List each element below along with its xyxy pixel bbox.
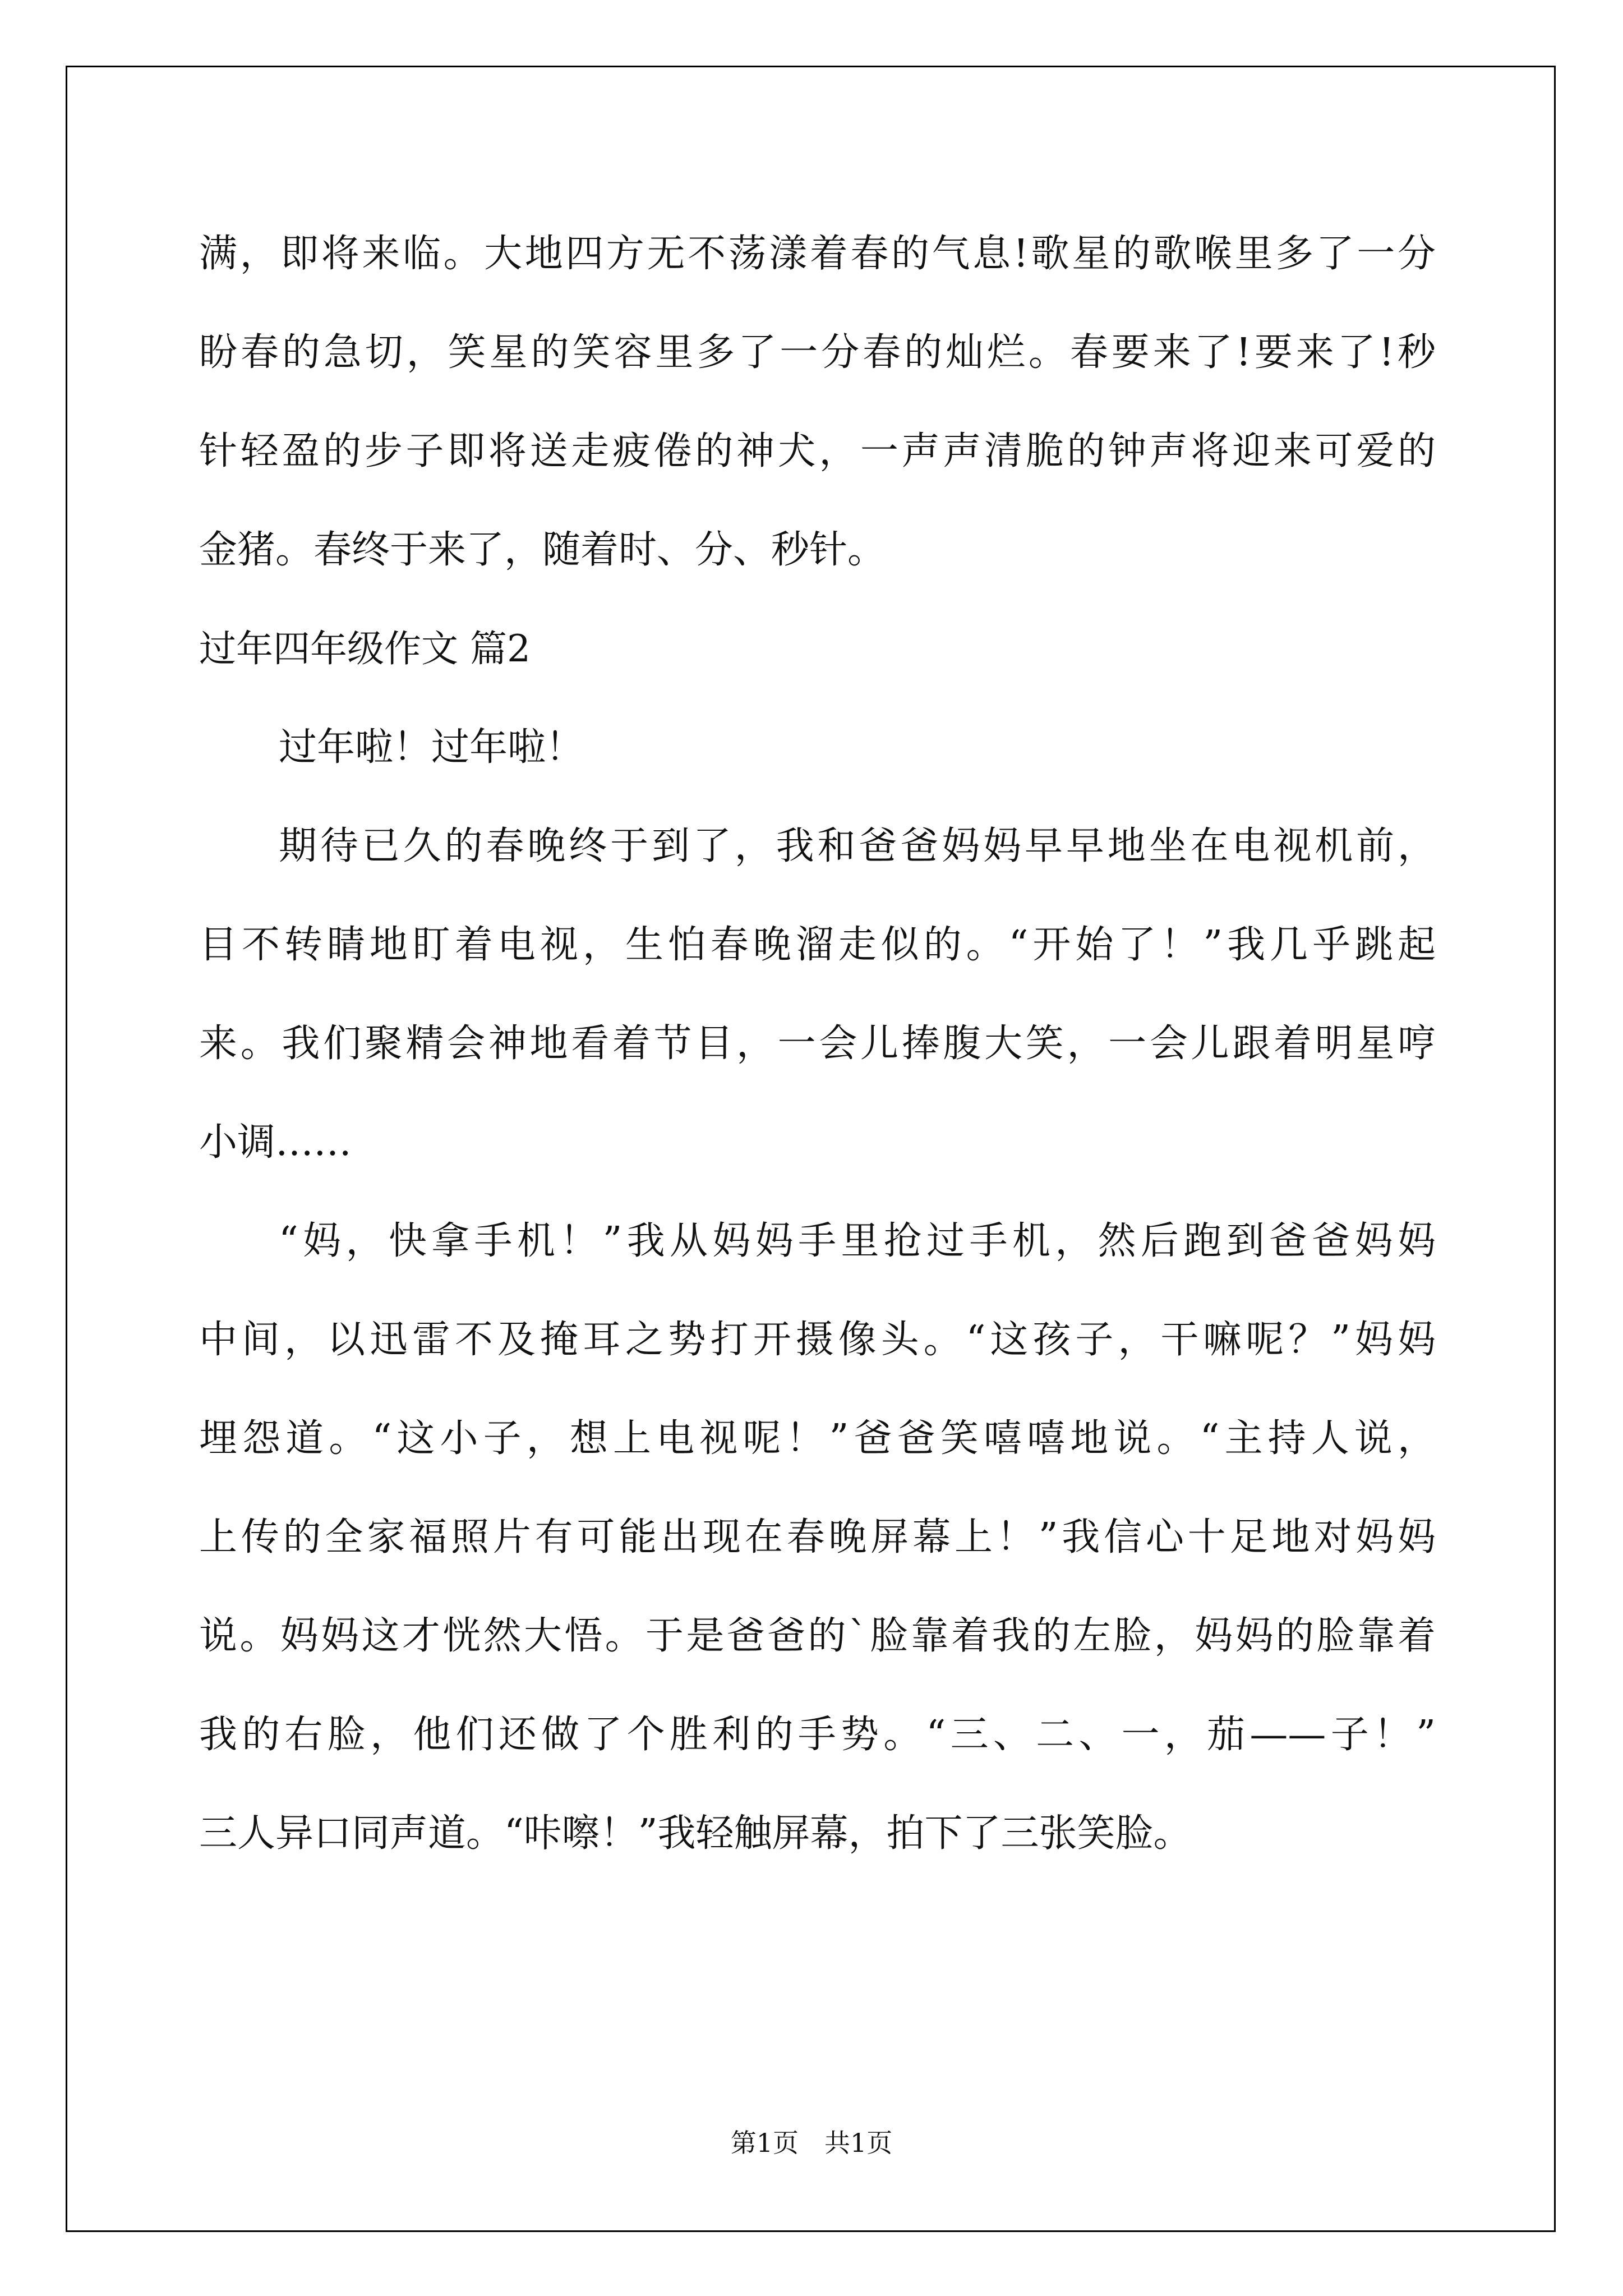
text-line: 我的右脸，他们还做了个胜利的手势。“三、二、一，茄——子！” [199,1713,1436,1757]
document-body [199,205,1436,1883]
paragraph-photo [199,1192,1436,1883]
page-footer: 第1页 共1页 [730,2128,893,2158]
paragraph-continuation [199,205,1436,600]
text-line: 小调…… [199,1120,352,1165]
text-line: “妈，快拿手机！”我从妈妈手里抢过手机，然后跑到爸爸妈妈 [279,1219,1436,1263]
text-line: 中间，以迅雷不及掩耳之势打开摄像头。“这孩子，干嘛呢？”妈妈 [199,1318,1436,1362]
text-line: 针轻盈的步子即将送走疲倦的神犬，一声声清脆的钟声将迎来可爱的 [199,429,1436,473]
paragraph-gala [199,797,1436,1192]
text-line: 三人异口同声道。“咔嚓！”我轻触屏幕，拍下了三张笑脸。 [199,1811,1192,1856]
text-line: 埋怨道。“这小子，想上电视呢！”爸爸笑嘻嘻地说。“主持人说， [199,1416,1436,1461]
text-line: 上传的全家福照片有可能出现在春晚屏幕上！”我信心十足地对妈妈 [199,1515,1436,1559]
section-heading: 过年四年级作文 篇2 [199,627,531,670]
text-line: 说。妈妈这才恍然大悟。于是爸爸的`脸靠着我的左脸，妈妈的脸靠着 [199,1614,1436,1658]
text-line: 期待已久的春晚终于到了，我和爸爸妈妈早早地坐在电视机前， [279,824,1436,868]
text-line: 金猪。春终于来了，随着时、分、秒针。 [199,528,886,572]
text-line: 过年啦！过年啦！ [279,725,584,770]
text-line: 盼春的急切，笑星的笑容里多了一分春的灿烂。春要来了!要来了!秒 [199,330,1436,375]
text-line: 来。我们聚精会神地看着节目，一会儿捧腹大笑，一会儿跟着明星哼 [199,1022,1436,1066]
paragraph-exclaim [199,698,1436,797]
text-line: 目不转睛地盯着电视，生怕春晚溜走似的。“开始了！”我几乎跳起 [199,923,1436,967]
text-line: 满，即将来临。大地四方无不荡漾着春的气息!歌星的歌喉里多了一分 [199,232,1436,276]
